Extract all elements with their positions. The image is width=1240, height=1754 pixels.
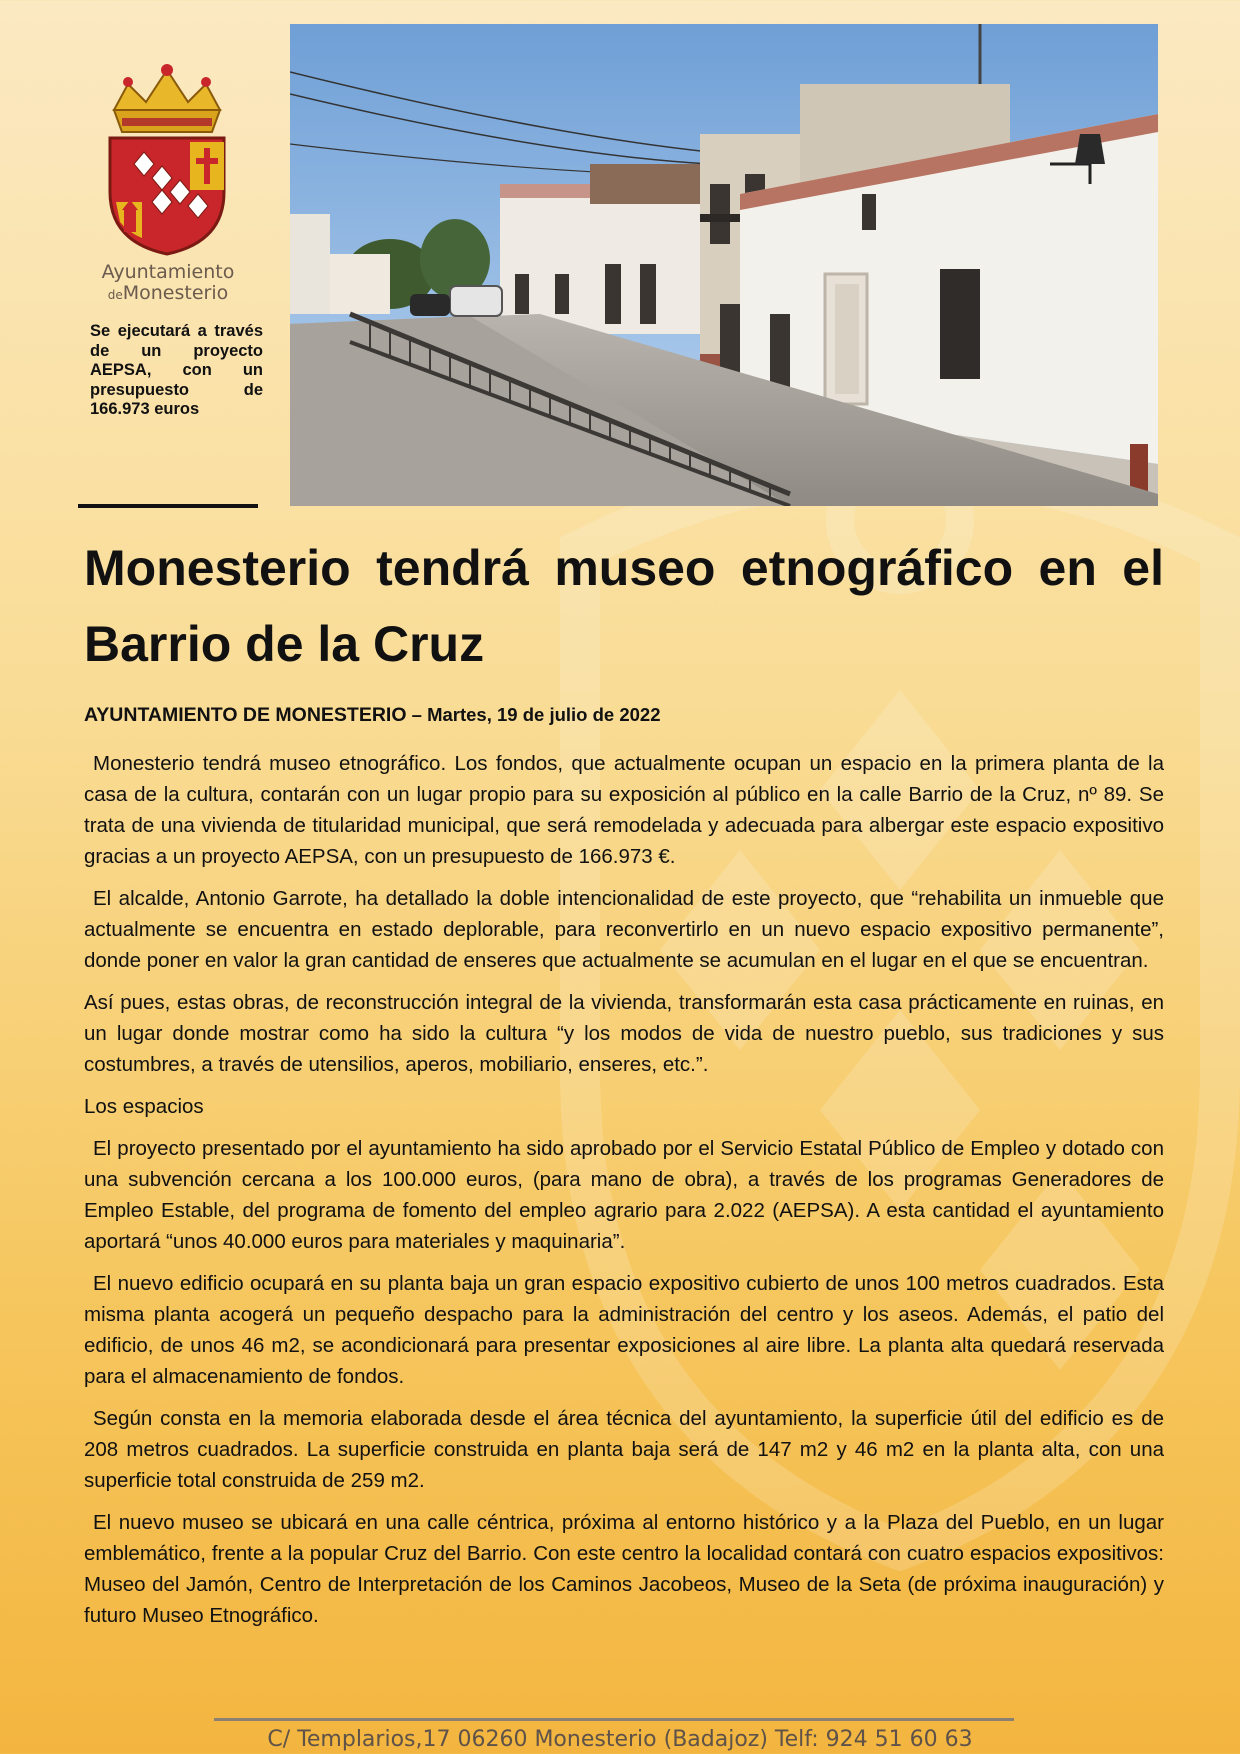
headline: Monesterio tendrá museo etnográfico en el Barrio de la Cruz — [84, 540, 1164, 672]
municipality-crest — [92, 62, 242, 257]
byline-date: – Martes, 19 de julio de 2022 — [406, 704, 661, 725]
footer-divider — [214, 1718, 1014, 1721]
street-photo — [290, 24, 1158, 506]
article-paragraph: El nuevo edificio ocupará en su planta baja un gran espacio expositivo cubierto de unos 100 metros cuadrados. Esta misma planta acogerá un pequeño despacho para la administración del centro y los aseos. Además, el patio del edificio, de unos 46 m2, se acondicionará para presentar exposiciones al aire libre. La planta alta quedará reservada para el almacenamiento de fondos. — [84, 1272, 1164, 1388]
byline-org: AYUNTAMIENTO DE MONESTERIO — [84, 704, 407, 726]
municipality-name-prefix: de — [107, 288, 123, 302]
article-paragraph: Según consta en la memoria elaborada desde el área técnica del ayuntamiento, la superficie útil del edificio es de 208 metros cuadrados. La superficie construida en planta baja será de 147 m2 y 46 m2 en la planta alta, con una superficie total construida de 259 m2. — [84, 1407, 1164, 1492]
side-divider — [78, 504, 258, 508]
municipality-name-line1: Ayuntamiento — [101, 261, 235, 283]
byline — [84, 704, 661, 727]
footer-address: C/ Templarios,17 06260 Monesterio (Badajoz) Telf: 924 51 60 63 — [267, 1727, 973, 1752]
municipality-name-town: Monesterio — [122, 282, 229, 304]
article-paragraph: El alcalde, Antonio Garrote, ha detallado la doble intencionalidad de este proyecto, que “rehabilita un inmueble que actualmente se encuentra en estado deplorable, para reconvertirlo en un nuevo espacio expositivo permanente”, donde poner en valor la gran cantidad de enseres que actualmente se acumulan en el lugar en el que se encuentran. — [84, 887, 1164, 972]
article-body — [84, 748, 1164, 1642]
article-subheading: Los espacios — [84, 1095, 204, 1118]
municipality-name-line2 — [78, 283, 258, 306]
article-paragraph: El nuevo museo se ubicará en una calle céntrica, próxima al entorno histórico y a la Plaza del Pueblo, en un lugar emblemático, frente a la popular Cruz del Barrio. Con este centro la localidad contará con cuatro espacios expositivos: Museo del Jamón, Centro de Interpretación de los Caminos Jacobeos, Museo de la Seta (de próxima inauguración) y futuro Museo Etnográfico. — [84, 1511, 1164, 1627]
article-paragraph: Así pues, estas obras, de reconstrucción integral de la vivienda, transformarán esta casa prácticamente en ruinas, en un lugar donde mostrar como ha sido la cultura “y los modos de vida de nuestro pueblo, sus tradiciones y sus costumbres, a través de utensilios, aperos, mobiliario, enseres, etc.”. — [84, 991, 1164, 1076]
article-paragraph: El proyecto presentado por el ayuntamiento ha sido aprobado por el Servicio Estatal Público de Empleo y dotado con una subvención cercana a los 100.000 euros, (para mano de obra), a través de los programas Generadores de Empleo Estable, del programa de fomento del empleo agrario para 2.022 (AEPSA). A esta cantidad el ayuntamiento aportará “unos 40.000 euros para materiales y maquinaria”. — [84, 1137, 1164, 1253]
article-paragraph: Monesterio tendrá museo etnográfico. Los fondos, que actualmente ocupan un espacio en la primera planta de la casa de la cultura, contarán con un lugar propio para su exposición al público en la calle Barrio de la Cruz, nº 89. Se trata de una vivienda de titularidad municipal, que será remodelada y adecuada para albergar este espacio expositivo gracias a un proyecto AEPSA, con un presupuesto de 166.973 €. — [84, 752, 1164, 868]
side-note: Se ejecutará a través de un proyecto AEPSA, con un presupuesto de 166.973 euros — [90, 322, 263, 418]
municipality-name — [78, 262, 258, 306]
